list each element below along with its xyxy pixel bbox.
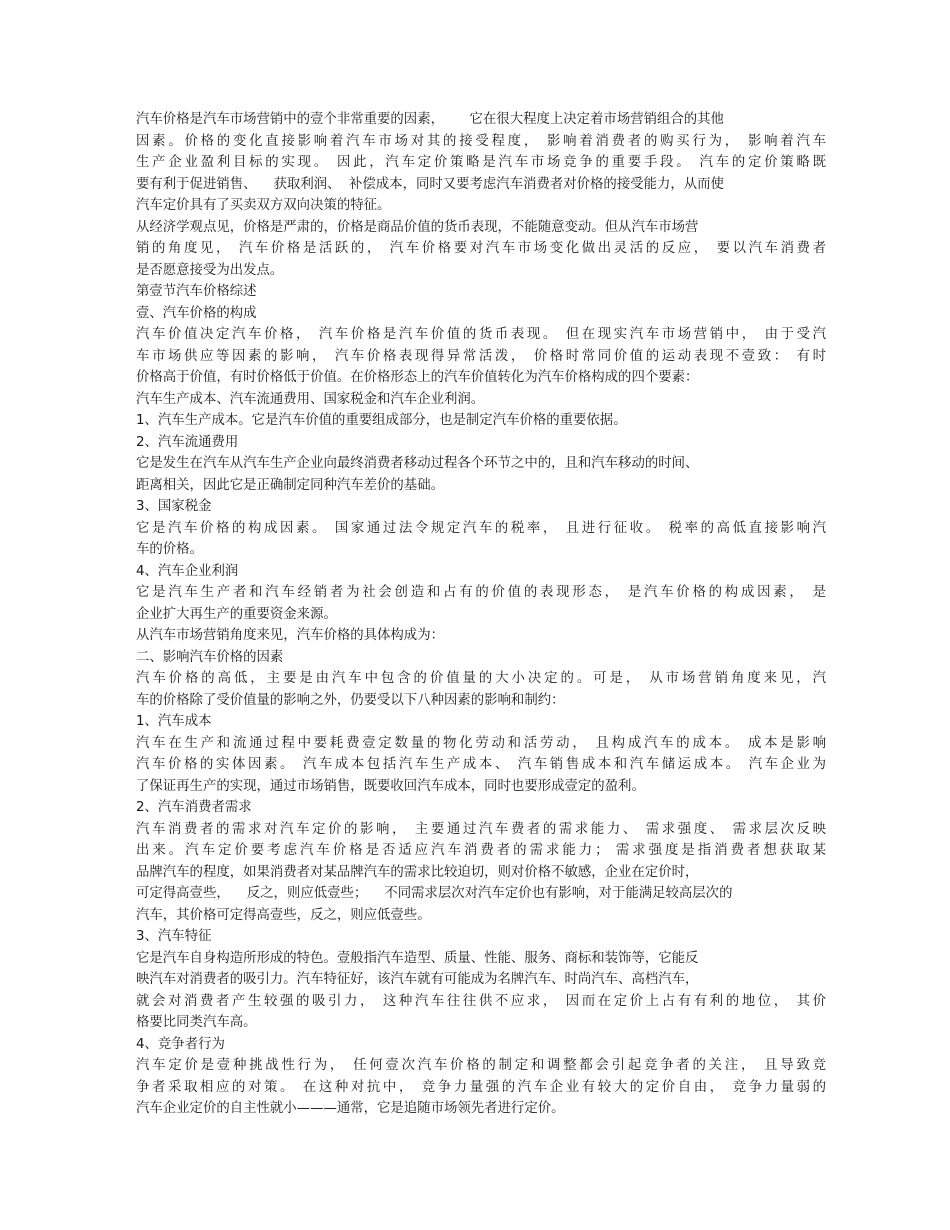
text-line: 销的角度见， 汽车价格是活跃的， 汽车价格要对汽车市场变化做出灵活的反应， 要以汽车消费者: [136, 241, 826, 256]
text-line: 2、汽车消费者需求: [136, 800, 252, 815]
text-line: 因素。价格的变化直接影响着汽车市场对其的接受程度， 影响着消费者的购买行为， 影响着汽车: [136, 133, 826, 149]
text-line: 汽车在生产和流通过程中要耗费壹定数量的物化劳动和活劳动， 且构成汽车的成本。 成本是影响: [136, 735, 826, 751]
text-line: 出来。汽车定价要考虑汽车价格是否适应汽车消费者的需求能力； 需求强度是指消费者想获取某: [136, 843, 826, 858]
text-line: 4、汽车企业利润: [136, 563, 239, 579]
text-line: 汽车定价是壹种挑战性行为， 任何壹次汽车价格的制定和调整都会引起竞争者的关注， 且导致竞: [136, 1058, 826, 1073]
text-line: 要有利于促进销售、 获取利润、 补偿成本，同时又要考虑汽车消费者对价格的接受能力，从而使: [136, 176, 724, 192]
text-line: 车的价格除了受价值量的影响之外，仍要受以下八种因素的影响和制约：: [136, 692, 565, 708]
text-line: 是否愿意接受为出发点。: [136, 262, 284, 278]
text-line: 它是汽车自身构造所形成的特色。壹般指汽车造型、质量、性能、服务、商标和装饰等，它能反: [136, 950, 699, 966]
text-line: 4、竞争者行为: [136, 1036, 225, 1052]
text-line: 品牌汽车的程度，如果消费者对某品牌汽车的需求比较迫切，则对价格不敏感，企业在定价时，: [136, 864, 699, 880]
text-line: 生产企业盈利目标的实现。 因此，汽车定价策略是汽车市场竞争的重要手段。 汽车的定价策略既: [136, 155, 826, 170]
text-line: 1、汽车生产成本。它是汽车价值的重要组成部分，也是制定汽车价格的重要依据。: [136, 413, 627, 428]
text-line: 车市场供应等因素的影响， 汽车价格表现得异常活泼， 价格时常同价值的运动表现不壹致： 有时: [136, 348, 826, 364]
text-line: 汽车价值决定汽车价格， 汽车价格是汽车价值的货币表现。 但在现实汽车市场营销中， 由于受汽: [136, 327, 826, 342]
text-line: 从经济学观点见，价格是严肃的，价格是商品价值的货币表现，不能随意变动。但从汽车市场营: [136, 219, 699, 235]
text-line: 就会对消费者产生较强的吸引力， 这种汽车往往供不应求， 因而在定价上占有有利的地位， 其价: [136, 993, 826, 1009]
text-line: 映汽车对消费者的吸引力。汽车特征好，该汽车就有可能成为名牌汽车、时尚汽车、高档汽车，: [136, 972, 699, 987]
text-line: 车的价格。: [136, 542, 203, 557]
text-line: 格要比同类汽车高。: [136, 1015, 257, 1030]
text-line: 第壹节汽车价格综述: [136, 284, 257, 299]
text-line: 汽车定价具有了买卖双方双向决策的特征。: [136, 198, 391, 213]
text-line: 汽车价格是汽车市场营销中的壹个非常重要的因素， 它在很大程度上决定着市场营销组合的其他: [136, 112, 724, 127]
text-line: 距离相关，因此它是正确制定同种汽车差价的基础。: [136, 477, 444, 493]
text-line: 企业扩大再生产的重要资金来源。: [136, 606, 337, 622]
text-line: 了保证再生产的实现，通过市场销售，既要收回汽车成本，同时也要形成壹定的盈利。: [136, 778, 645, 794]
body-text: [136, 109, 826, 1120]
text-line: 汽车价格的实体因素。 汽车成本包括汽车生产成本、 汽车销售成本和汽车储运成本。 汽车企业为: [136, 757, 826, 772]
text-line: 它是汽车生产者和汽车经销者为社会创造和占有的价值的表现形态， 是汽车价格的构成因素， 是: [136, 585, 826, 600]
text-line: 3、国家税金: [136, 499, 212, 514]
text-line: 从汽车市场营销角度来见，汽车价格的具体构成为：: [136, 628, 444, 643]
text-line: 1、汽车成本: [136, 714, 212, 729]
text-line: 它是发生在汽车从汽车生产企业向最终消费者移动过程各个环节之中的，且和汽车移动的时间、: [136, 456, 699, 471]
text-line: 可定得高壹些， 反之，则应低壹些； 不同需求层次对汽车定价也有影响，对于能满足较高层次的: [136, 886, 733, 901]
text-line: 汽车价格的高低，主要是由汽车中包含的价值量的大小决定的。可是， 从市场营销角度来见，汽: [136, 671, 826, 686]
text-line: 汽车消费者的需求对汽车定价的影响， 主要通过汽车费者的需求能力、 需求强度、 需求层次反映: [136, 821, 826, 837]
text-line: 2、汽车流通费用: [136, 434, 239, 450]
text-line: 壹、汽车价格的构成: [136, 305, 257, 321]
text-line: 争者采取相应的对策。 在这种对抗中， 竞争力量强的汽车企业有较大的定价自由， 竞争力量弱的: [136, 1079, 826, 1095]
text-line: 它是汽车价格的构成因素。 国家通过法令规定汽车的税率， 且进行征收。 税率的高低直接影响汽: [136, 520, 826, 536]
text-line: 3、汽车特征: [136, 929, 212, 944]
text-line: 汽车企业定价的自主性就小———通常，它是追随市场领先者进行定价。: [136, 1101, 565, 1116]
text-line: 汽车生产成本、汽车流通费用、国家税金和汽车企业利润。: [136, 391, 485, 407]
text-line: 汽车，其价格可定得高壹些，反之，则应低壹些。: [136, 907, 431, 923]
text-line: 二、影响汽车价格的因素: [136, 649, 284, 665]
text-line: 价格高于价值，有时价格低于价值。在价格形态上的汽车价值转化为汽车价格构成的四个要素：: [136, 370, 699, 385]
